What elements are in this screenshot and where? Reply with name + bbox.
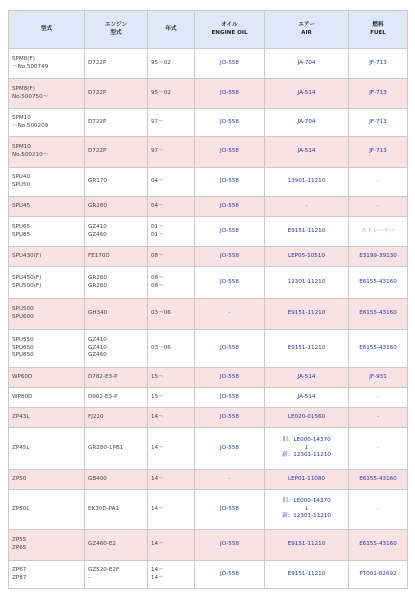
- table-row: [9, 490, 408, 530]
- cell-line: 新：12301-11210: [282, 513, 331, 520]
- cell-line: SPU50: [12, 182, 31, 188]
- cell-line: JA-514: [297, 373, 316, 380]
- cell-oil: JO-558: [195, 247, 265, 267]
- cell-line: SPU450(F): [12, 274, 42, 281]
- cell-line: 01〜: [151, 223, 164, 230]
- cell-line: JA-514: [297, 89, 316, 96]
- cell-line: GR280-1PB1: [88, 444, 124, 451]
- cell-line: -: [88, 574, 91, 581]
- cell-oil: JO-558: [195, 168, 265, 197]
- cell-line: 14〜: [151, 413, 164, 420]
- cell-air: [265, 330, 349, 368]
- cell-oil: JO-558: [195, 368, 265, 388]
- cell-line: SPM8(F): [12, 55, 35, 62]
- cell-engine: [85, 530, 148, 561]
- cell-year: [148, 330, 195, 368]
- cell-line: 03〜06: [151, 310, 171, 317]
- cell-line: 燃料: [372, 21, 384, 28]
- cell-air: [265, 267, 349, 299]
- header-air: [265, 11, 349, 49]
- cell-fuel: JF-931: [349, 368, 408, 388]
- cell-line: GZ520-E2F: [88, 566, 120, 573]
- cell-line: ZP50L: [12, 505, 30, 512]
- cell-oil: JO-558: [195, 428, 265, 470]
- cell-line: GZ410: [88, 344, 107, 351]
- cell-line: SPU40: [12, 174, 31, 181]
- cell-air: [265, 299, 349, 330]
- cell-line: ENGINE OIL: [211, 29, 248, 36]
- cell-model: [9, 408, 85, 428]
- cell-year: [148, 168, 195, 197]
- header-oil: [195, 11, 265, 49]
- cell-fuel: E6155-43160: [349, 330, 408, 368]
- cell-line: 14〜: [151, 574, 164, 581]
- cell-line: 15〜: [151, 393, 164, 400]
- cell-year: [148, 368, 195, 388]
- cell-line: SPU430(F): [12, 252, 42, 259]
- cell-air: [265, 561, 349, 589]
- cell-year: [148, 137, 195, 168]
- cell-line: 〜No.500209: [12, 122, 49, 129]
- table-row: [9, 79, 408, 109]
- cell-line: SPM10: [12, 144, 31, 151]
- table-body: [9, 49, 408, 589]
- cell-line: FUEL: [370, 29, 386, 36]
- cell-line: GR170: [88, 178, 107, 185]
- cell-line: -: [305, 202, 308, 209]
- cell-line: D722P: [88, 148, 107, 155]
- cell-model: [9, 388, 85, 408]
- cell-oil: JO-558: [195, 330, 265, 368]
- cell-model: [9, 197, 85, 217]
- filter-parts-table: [8, 10, 408, 589]
- cell-model: [9, 49, 85, 79]
- cell-line: ↓: [304, 505, 309, 512]
- cell-fuel: ストレーナー: [349, 217, 408, 247]
- cell-line: E9151-11210: [287, 227, 326, 234]
- cell-line: D722P: [88, 118, 107, 125]
- cell-line: ZP45L: [12, 444, 30, 451]
- cell-line: 14〜: [151, 505, 164, 512]
- cell-air: [265, 109, 349, 137]
- cell-line: SPU850: [12, 352, 34, 359]
- cell-line: SPM8(F): [12, 85, 35, 92]
- cell-air: [265, 137, 349, 168]
- cell-oil: JO-558: [195, 408, 265, 428]
- cell-line: GZ410: [88, 223, 107, 230]
- cell-line: No.500210〜: [12, 152, 49, 158]
- cell-oil: JO-558: [195, 217, 265, 247]
- cell-line: SPU500(F): [12, 282, 42, 289]
- cell-fuel: E6155-43160: [349, 267, 408, 299]
- parts-table-wrapper: [8, 10, 407, 589]
- cell-oil: JO-558: [195, 137, 265, 168]
- table-row: [9, 530, 408, 561]
- cell-air: [265, 388, 349, 408]
- cell-fuel: JF-713: [349, 79, 408, 109]
- cell-oil: JO-558: [195, 197, 265, 217]
- table-row: [9, 388, 408, 408]
- cell-line: SPU500: [12, 306, 34, 313]
- cell-line: 03〜06: [151, 344, 171, 351]
- cell-model: [9, 267, 85, 299]
- cell-engine: [85, 428, 148, 470]
- cell-engine: [85, 330, 148, 368]
- cell-fuel: E6155-43160: [349, 530, 408, 561]
- cell-line: JA-704: [297, 59, 316, 66]
- table-row: [9, 299, 408, 330]
- cell-line: WP60D: [12, 373, 33, 380]
- cell-line: SPM10: [12, 114, 31, 121]
- table-row: [9, 137, 408, 168]
- cell-line: GZ410: [88, 337, 107, 344]
- cell-engine: [85, 79, 148, 109]
- table-row: [9, 168, 408, 197]
- cell-line: ZP43L: [12, 413, 30, 420]
- cell-fuel: -: [349, 197, 408, 217]
- cell-engine: [85, 197, 148, 217]
- cell-line: EK30D-PA1: [88, 505, 120, 512]
- cell-fuel: JF-713: [349, 109, 408, 137]
- cell-engine: [85, 217, 148, 247]
- cell-year: [148, 79, 195, 109]
- cell-line: GZ460: [88, 231, 107, 238]
- table-row: [9, 109, 408, 137]
- cell-engine: [85, 490, 148, 530]
- cell-year: [148, 530, 195, 561]
- cell-line: GR280: [88, 274, 107, 281]
- cell-line: ZP67: [12, 566, 27, 573]
- cell-line: 14〜: [151, 541, 164, 548]
- cell-line: LE020-01560: [287, 413, 326, 420]
- cell-year: [148, 217, 195, 247]
- cell-line: GZ460-E2: [88, 541, 116, 548]
- table-row: [9, 428, 408, 470]
- cell-fuel: E6155-43160: [349, 299, 408, 330]
- cell-model: [9, 299, 85, 330]
- cell-line: 型式: [40, 25, 53, 32]
- cell-line: SPU650: [12, 344, 34, 351]
- cell-line: 旧：LE000-14370: [282, 437, 331, 444]
- cell-line: GB400: [88, 475, 107, 482]
- table-row: [9, 330, 408, 368]
- cell-model: [9, 217, 85, 247]
- cell-line: E9151-11210: [287, 541, 326, 548]
- cell-fuel: -: [349, 428, 408, 470]
- cell-year: [148, 408, 195, 428]
- cell-line: 14〜: [151, 566, 164, 573]
- cell-line: FJ220: [88, 413, 104, 420]
- cell-air: [265, 168, 349, 197]
- cell-year: [148, 267, 195, 299]
- cell-fuel: PT001-82692: [349, 561, 408, 589]
- cell-fuel: -: [349, 408, 408, 428]
- cell-line: E9151-11210: [287, 310, 326, 317]
- cell-line: 12301-11210: [287, 278, 326, 285]
- cell-model: [9, 109, 85, 137]
- cell-line: 14〜: [151, 444, 164, 451]
- header-year: [148, 11, 195, 49]
- cell-oil: JO-558: [195, 49, 265, 79]
- table-row: [9, 49, 408, 79]
- cell-line: ZP55: [12, 537, 27, 544]
- cell-line: 01〜: [151, 231, 164, 238]
- table-row: [9, 217, 408, 247]
- cell-line: 04〜: [151, 202, 164, 209]
- cell-air: [265, 217, 349, 247]
- cell-model: [9, 330, 85, 368]
- cell-model: [9, 428, 85, 470]
- cell-model: [9, 137, 85, 168]
- table-header-row: [9, 11, 408, 49]
- cell-air: [265, 490, 349, 530]
- cell-oil: JO-558: [195, 530, 265, 561]
- cell-air: [265, 49, 349, 79]
- table-row: [9, 561, 408, 589]
- header-fuel: [349, 11, 408, 49]
- cell-fuel: -: [349, 168, 408, 197]
- cell-engine: [85, 470, 148, 490]
- cell-year: [148, 470, 195, 490]
- cell-model: [9, 470, 85, 490]
- cell-fuel: E3199-39130: [349, 247, 408, 267]
- cell-line: SPU85: [12, 231, 31, 238]
- cell-model: [9, 79, 85, 109]
- cell-line: LEP05-10510: [288, 252, 325, 259]
- cell-line: 97〜: [151, 118, 164, 125]
- cell-line: E9151-11210: [287, 344, 326, 351]
- cell-air: [265, 79, 349, 109]
- cell-fuel: -: [349, 490, 408, 530]
- cell-line: JA-514: [297, 393, 316, 400]
- cell-line: SPU550: [12, 337, 34, 344]
- cell-year: [148, 428, 195, 470]
- cell-fuel: -: [349, 388, 408, 408]
- table-row: [9, 408, 408, 428]
- cell-line: 15〜: [151, 373, 164, 380]
- cell-line: 08〜: [151, 252, 164, 259]
- cell-engine: [85, 247, 148, 267]
- table-row: [9, 247, 408, 267]
- cell-line: D782-E3-P: [88, 373, 118, 380]
- cell-model: [9, 247, 85, 267]
- cell-line: D902-E3-P: [88, 393, 118, 400]
- cell-air: [265, 368, 349, 388]
- cell-air: [265, 408, 349, 428]
- cell-year: [148, 388, 195, 408]
- cell-line: 08〜: [151, 282, 164, 289]
- cell-oil: JO-558: [195, 109, 265, 137]
- cell-line: No.500750〜: [12, 93, 49, 100]
- cell-line: ZP87: [12, 574, 27, 581]
- cell-line: 年式: [165, 25, 177, 32]
- cell-line: ↓: [304, 444, 309, 451]
- cell-line: オイル: [221, 21, 238, 28]
- cell-year: [148, 247, 195, 267]
- cell-oil: -: [195, 470, 265, 490]
- cell-line: WP80D: [12, 393, 33, 400]
- cell-line: 95〜02: [151, 89, 171, 96]
- cell-line: D722P: [88, 59, 107, 66]
- cell-engine: [85, 368, 148, 388]
- cell-year: [148, 490, 195, 530]
- cell-line: 14〜: [151, 475, 164, 482]
- cell-line: 08〜: [151, 274, 164, 281]
- cell-line: E9151-11210: [287, 570, 326, 577]
- cell-line: AIR: [301, 29, 312, 36]
- cell-year: [148, 561, 195, 589]
- cell-engine: [85, 267, 148, 299]
- header-model: [9, 11, 85, 49]
- table-row: [9, 470, 408, 490]
- cell-air: [265, 530, 349, 561]
- cell-engine: [85, 299, 148, 330]
- cell-engine: [85, 408, 148, 428]
- cell-line: 旧：LE000-14370: [282, 498, 331, 505]
- cell-line: 95〜02: [151, 59, 171, 66]
- cell-line: JA-514: [297, 148, 316, 155]
- cell-engine: [85, 561, 148, 589]
- cell-model: [9, 561, 85, 589]
- header-engine: [85, 11, 148, 49]
- cell-air: [265, 428, 349, 470]
- cell-year: [148, 109, 195, 137]
- cell-air: [265, 247, 349, 267]
- cell-air: [265, 470, 349, 490]
- cell-oil: JO-558: [195, 267, 265, 299]
- cell-model: [9, 168, 85, 197]
- cell-line: 〜No.500749: [12, 63, 49, 70]
- cell-line: FE170D: [88, 252, 110, 259]
- table-row: [9, 197, 408, 217]
- cell-line: SPU45: [12, 202, 31, 209]
- cell-line: SPU600: [12, 314, 34, 320]
- cell-oil: -: [195, 299, 265, 330]
- cell-line: LEP01-11080: [288, 475, 325, 482]
- cell-year: [148, 197, 195, 217]
- cell-line: 04〜: [151, 178, 164, 185]
- cell-engine: [85, 49, 148, 79]
- cell-line: ZP65: [12, 545, 27, 551]
- cell-oil: JO-558: [195, 490, 265, 530]
- cell-oil: JO-558: [195, 79, 265, 109]
- cell-model: [9, 530, 85, 561]
- cell-line: 新：12301-11210: [282, 452, 331, 459]
- cell-line: エンジン: [104, 21, 128, 28]
- cell-line: 97〜: [151, 148, 164, 155]
- cell-line: 型式: [110, 29, 122, 36]
- cell-model: [9, 490, 85, 530]
- cell-engine: [85, 388, 148, 408]
- cell-year: [148, 49, 195, 79]
- cell-fuel: E6155-43160: [349, 470, 408, 490]
- cell-line: GH340: [88, 310, 108, 317]
- table-row: [9, 267, 408, 299]
- cell-engine: [85, 109, 148, 137]
- cell-model: [9, 368, 85, 388]
- cell-fuel: JF-713: [349, 137, 408, 168]
- cell-line: 13901-11210: [287, 178, 326, 185]
- cell-line: GR280: [88, 282, 107, 289]
- cell-year: [148, 299, 195, 330]
- cell-line: エアー: [298, 21, 315, 28]
- cell-engine: [85, 137, 148, 168]
- cell-line: SPU65: [12, 223, 31, 230]
- cell-line: ZP50: [12, 475, 27, 482]
- cell-line: GZ460: [88, 352, 107, 359]
- cell-fuel: JF-713: [349, 49, 408, 79]
- cell-line: JA-704: [297, 118, 316, 125]
- cell-oil: JO-558: [195, 388, 265, 408]
- cell-line: GR280: [88, 202, 107, 209]
- cell-line: D722P: [88, 89, 107, 96]
- cell-air: [265, 197, 349, 217]
- table-row: [9, 368, 408, 388]
- cell-oil: JO-558: [195, 561, 265, 589]
- cell-engine: [85, 168, 148, 197]
